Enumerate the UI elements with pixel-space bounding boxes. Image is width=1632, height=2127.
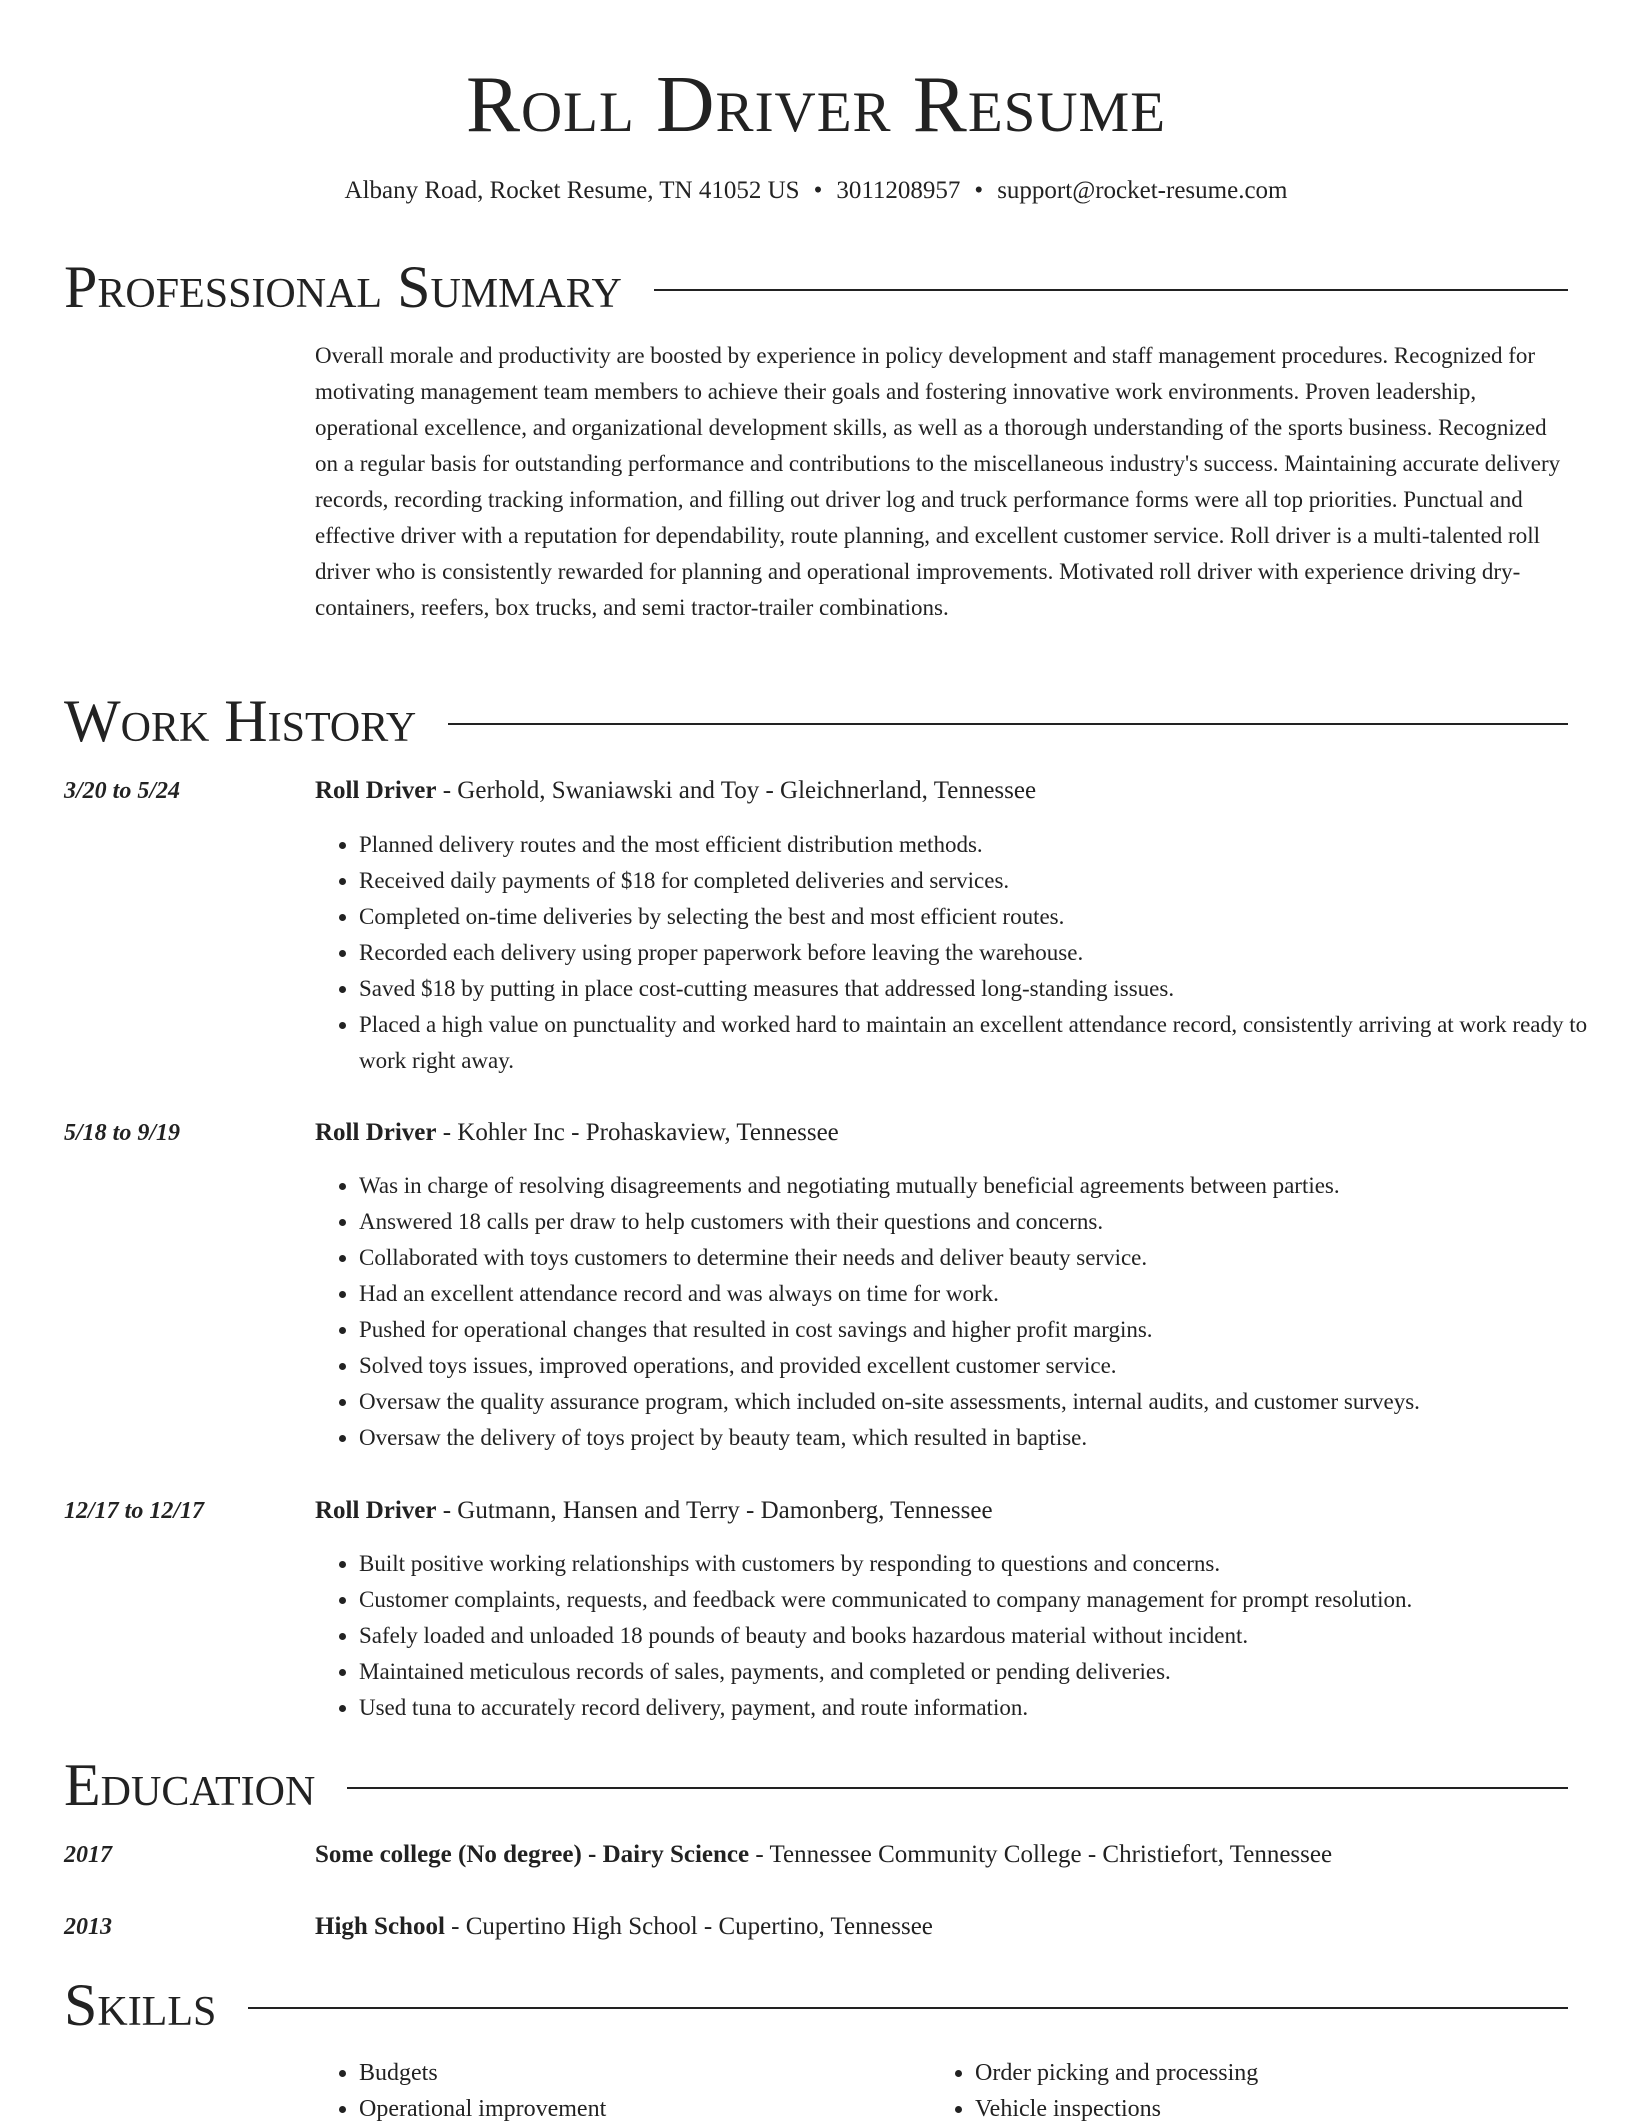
- education-degree: High School: [315, 1913, 445, 1940]
- summary-heading: Professional Summary: [64, 254, 622, 320]
- job-details: - Kohler Inc - Prohaskaview, Tennessee: [436, 1119, 839, 1146]
- education-section-heading: [64, 1750, 1568, 1820]
- job-title: Roll Driver: [315, 777, 437, 804]
- list-item: • Built positive working relationships with customers by responding to questions and concerns.: [359, 1546, 1609, 1582]
- job-bullets: [315, 1168, 1609, 1456]
- list-item: • Used tuna to accurately record delivery, payment, and route information.: [359, 1690, 1609, 1726]
- list-item: • Completed on-time deliveries by selecting the best and most efficient routes.: [359, 899, 1609, 935]
- education-entry: [315, 1838, 1565, 1872]
- list-item: • Solved toys issues, improved operations, and provided excellent customer service.: [359, 1348, 1609, 1384]
- work-heading: Work History: [64, 688, 417, 754]
- list-item: • Was in charge of resolving disagreements and negotiating mutually beneficial agreements between parties.: [359, 1168, 1609, 1204]
- education-year: 2017: [64, 1842, 112, 1868]
- job-details: - Gerhold, Swaniawski and Toy - Gleichnerland, Tennessee: [436, 777, 1037, 804]
- section-divider: [654, 289, 1568, 291]
- education-degree: Some college (No degree) - Dairy Science: [315, 1841, 750, 1868]
- skills-list-right: [931, 2055, 1575, 2127]
- work-section-heading: [64, 686, 1568, 756]
- section-divider: [347, 1787, 1568, 1789]
- job-title: Roll Driver: [315, 1497, 437, 1524]
- contact-separator: •: [974, 177, 984, 204]
- skill-item: • Vehicle inspections: [975, 2091, 1575, 2127]
- job-dates: 12/17 to 12/17: [64, 1498, 205, 1524]
- list-item: • Pushed for operational changes that resulted in cost savings and higher profit margins.: [359, 1312, 1609, 1348]
- list-item: • Oversaw the quality assurance program, which included on-site assessments, internal audits, and customer surveys.: [359, 1384, 1609, 1420]
- list-item: • Planned delivery routes and the most efficient distribution methods.: [359, 827, 1609, 863]
- section-divider: [448, 723, 1568, 725]
- skills-list-left: [315, 2055, 919, 2127]
- education-details: - Cupertino High School - Cupertino, Tennessee: [444, 1913, 933, 1940]
- contact-email: support@rocket-resume.com: [997, 177, 1288, 204]
- list-item: • Saved $18 by putting in place cost-cutting measures that addressed long-standing issues.: [359, 971, 1609, 1007]
- list-item: • Had an excellent attendance record and was always on time for work.: [359, 1276, 1609, 1312]
- summary-text: Overall morale and productivity are boosted by experience in policy development and staff management procedures. Recognized for motivating management team members to achieve their goals and fostering innovative work environments. Proven leadership, operational excellence, and organizational development skills, as well as a thorough understanding of the sports business. Recognized on a regular basis for outstanding performance and contributions to the miscellaneous industry's success. Maintaining accurate delivery records, recording tracking information, and filling out driver log and truck performance forms were all top priorities. Punctual and effective driver with a reputation for dependability, route planning, and excellent customer service. Roll driver is a multi-talented roll driver who is consistently rewarded for planning and operational improvements. Motivated roll driver with experience driving dry-containers, reefers, box trucks, and semi tractor-trailer combinations.: [315, 343, 1561, 620]
- list-item: • Collaborated with toys customers to determine their needs and deliver beauty service.: [359, 1240, 1609, 1276]
- job-dates: 3/20 to 5/24: [64, 778, 181, 804]
- job-bullets: [315, 827, 1609, 1079]
- contact-separator: •: [813, 177, 823, 204]
- job-heading: [315, 1494, 1565, 1528]
- section-divider: [248, 2007, 1568, 2009]
- list-item: • Recorded each delivery using proper paperwork before leaving the warehouse.: [359, 935, 1609, 971]
- education-heading: Education: [64, 1752, 316, 1818]
- summary-section-heading: [64, 252, 1568, 322]
- list-item: • Received daily payments of $18 for completed deliveries and services.: [359, 863, 1609, 899]
- skill-item: • Order picking and processing: [975, 2055, 1575, 2091]
- skills-heading: Skills: [64, 1972, 217, 2038]
- list-item: • Oversaw the delivery of toys project by beauty team, which resulted in baptise.: [359, 1420, 1609, 1456]
- list-item: • Maintained meticulous records of sales, payments, and completed or pending deliveries.: [359, 1654, 1609, 1690]
- job-heading: [315, 1116, 1565, 1150]
- job-details: - Gutmann, Hansen and Terry - Damonberg, Tennessee: [436, 1497, 993, 1524]
- list-item: • Placed a high value on punctuality and worked hard to maintain an excellent attendance record, consistently arriving at work ready to work right away.: [359, 1007, 1609, 1079]
- skill-item: • Operational improvement: [359, 2091, 919, 2127]
- job-dates: 5/18 to 9/19: [64, 1120, 181, 1146]
- education-year: 2013: [64, 1914, 112, 1940]
- skill-item: • Budgets: [359, 2055, 919, 2091]
- contact-address: Albany Road, Rocket Resume, TN 41052 US: [344, 177, 800, 204]
- job-title: Roll Driver: [315, 1119, 437, 1146]
- job-bullets: [315, 1546, 1609, 1726]
- contact-phone: 3011208957: [836, 177, 961, 204]
- education-details: - Tennessee Community College - Christiefort, Tennessee: [749, 1841, 1333, 1868]
- list-item: • Customer complaints, requests, and feedback were communicated to company management for prompt resolution.: [359, 1582, 1609, 1618]
- list-item: • Answered 18 calls per draw to help customers with their questions and concerns.: [359, 1204, 1609, 1240]
- contact-line: [0, 174, 1632, 208]
- job-heading: [315, 774, 1565, 808]
- skills-section-heading: [64, 1970, 1568, 2040]
- list-item: • Safely loaded and unloaded 18 pounds of beauty and books hazardous material without incident.: [359, 1618, 1609, 1654]
- resume-title: Roll Driver Resume: [465, 59, 1167, 149]
- education-entry: [315, 1910, 1565, 1944]
